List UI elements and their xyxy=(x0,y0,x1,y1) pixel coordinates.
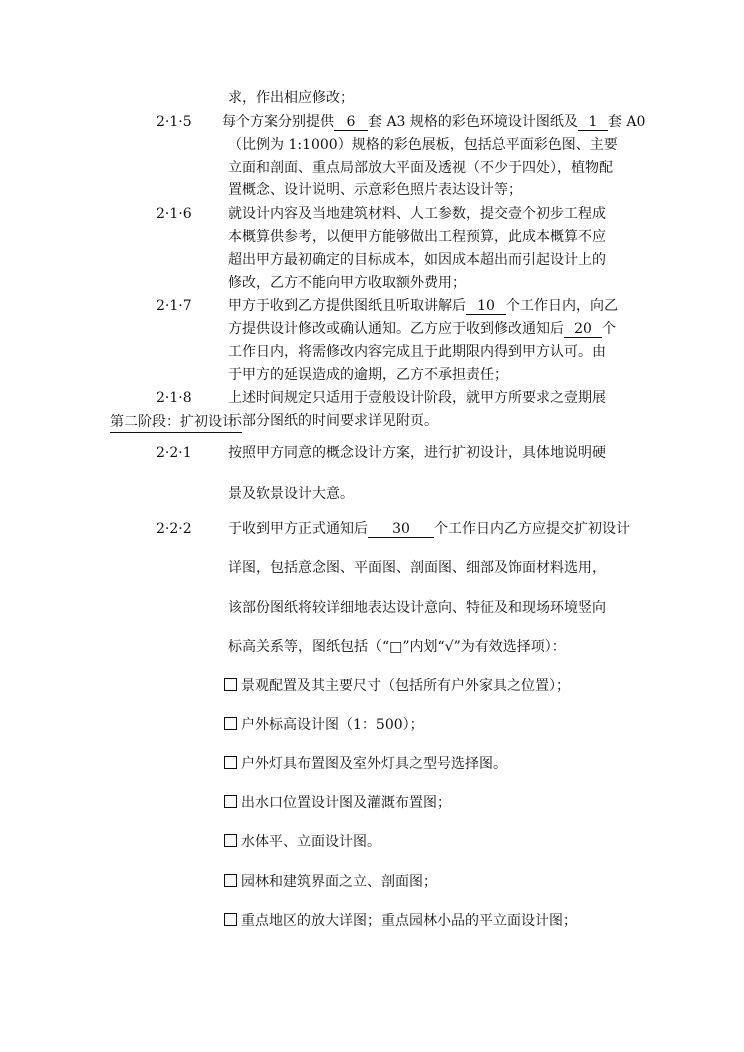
text-line: 本概算供参考，以便甲方能够做出工程预算，此成本概算不应 xyxy=(228,229,606,245)
clause-2-1-7-line-2 xyxy=(228,319,616,339)
text-segment: 套 A0 xyxy=(607,114,646,130)
checklist-label: 景观配置及其主要尺寸（包括所有户外家具之位置）； xyxy=(241,678,570,694)
clause-number: 2·1·5 xyxy=(156,114,192,130)
text-line: 于甲方的延误造成的逾期，乙方不承担责任； xyxy=(228,367,508,383)
checkbox-icon[interactable] xyxy=(224,717,237,730)
underlined-value: 30 xyxy=(368,521,434,538)
underlined-value: 6 xyxy=(334,114,368,131)
text-segment: 个工作日内，向乙 xyxy=(506,298,618,314)
checklist-label: 水体平、立面设计图。 xyxy=(241,834,381,850)
checkbox-icon[interactable] xyxy=(224,874,237,887)
text-line: 上述时间规定只适用于壹般设计阶段，就甲方所要求之壹期展 xyxy=(228,390,606,406)
checklist-item xyxy=(224,793,451,813)
text-segment: 甲方于收到乙方提供图纸且听取讲解后 xyxy=(228,298,466,314)
text-line: 标高关系等，图纸包括（“□”内划“√”为有效选择项）： xyxy=(228,639,566,655)
checklist-item xyxy=(224,754,507,774)
clause-2-1-5-line-1 xyxy=(222,112,645,132)
text-line: （比例为 1:1000）规格的彩色展板，包括总平面彩色图、主要 xyxy=(228,137,618,153)
text-line: 工作日内，将需修改内容完成且于此期限内得到甲方认可。由 xyxy=(228,344,606,360)
text-line: 立面和剖面、重点局部放大平面及透视（不少于四处），植物配 xyxy=(228,160,613,176)
checklist-label: 户外灯具布置图及室外灯具之型号选择图。 xyxy=(241,756,507,772)
clause-number: 2·1·7 xyxy=(156,298,192,314)
text-segment: 个工作日内乙方应提交扩初设计 xyxy=(434,521,630,537)
clause-2-1-7-line-1 xyxy=(228,296,618,316)
text-line: 该部份图纸将较详细地表达设计意向、特征及和现场环境竖向 xyxy=(228,600,606,616)
checklist-label: 户外标高设计图（1：500）； xyxy=(241,717,424,733)
stage-heading: 第二阶段：扩初设计 xyxy=(110,412,242,433)
checkbox-icon[interactable] xyxy=(224,795,237,808)
checkbox-icon[interactable] xyxy=(224,913,237,926)
text-segment: 个 xyxy=(602,321,616,337)
text-segment: 于收到甲方正式通知后 xyxy=(228,521,368,537)
checklist-item xyxy=(224,832,381,852)
text-line: 修改，乙方不能向甲方收取额外费用； xyxy=(228,275,466,291)
clause-number: 2·1·6 xyxy=(156,206,192,222)
checklist-label: 出水口位置设计图及灌溉布置图； xyxy=(241,795,451,811)
text-line: 就设计内容及当地建筑材料、人工参数，提交壹个初步工程成 xyxy=(228,206,606,222)
text-segment: 套 A3 规格的彩色环境设计图纸及 xyxy=(368,114,578,130)
checklist-label: 园林和建筑界面之立、剖面图； xyxy=(241,874,437,890)
underlined-value: 10 xyxy=(466,298,506,315)
text-line: 详图，包括意念图、平面图、剖面图、细部及饰面材料选用， xyxy=(228,560,606,576)
clause-number: 2·2·1 xyxy=(156,445,192,461)
text-line: 示部分图纸的时间要求详见附页。 xyxy=(228,413,438,429)
checkbox-icon[interactable] xyxy=(224,678,237,691)
text-line: 置概念、设计说明、示意彩色照片表达设计等； xyxy=(228,182,522,198)
clause-2-2-2-line-1 xyxy=(228,519,630,539)
text-line: 求，作出相应修改； xyxy=(228,90,354,106)
text-segment: 方提供设计修改或确认通知。乙方应于收到修改通知后 xyxy=(228,321,564,337)
text-segment: 每个方案分别提供 xyxy=(222,114,334,130)
underlined-value: 1 xyxy=(578,114,608,131)
checklist-item xyxy=(224,872,437,892)
text-line: 超出甲方最初确定的目标成本，如因成本超出而引起设计上的 xyxy=(228,252,606,268)
checkbox-icon[interactable] xyxy=(224,756,237,769)
clause-number: 2·2·2 xyxy=(156,521,192,537)
checklist-item xyxy=(224,715,424,735)
checklist-label: 重点地区的放大详图；重点园林小品的平立面设计图； xyxy=(241,913,577,929)
text-line: 按照甲方同意的概念设计方案，进行扩初设计，具体地说明硬 xyxy=(228,445,606,461)
underlined-value: 20 xyxy=(564,321,602,338)
checklist-item xyxy=(224,911,577,931)
text-line: 景及软景设计大意。 xyxy=(228,486,354,502)
checklist-item xyxy=(224,676,570,696)
checkbox-icon[interactable] xyxy=(224,834,237,847)
clause-number: 2·1·8 xyxy=(156,390,192,406)
